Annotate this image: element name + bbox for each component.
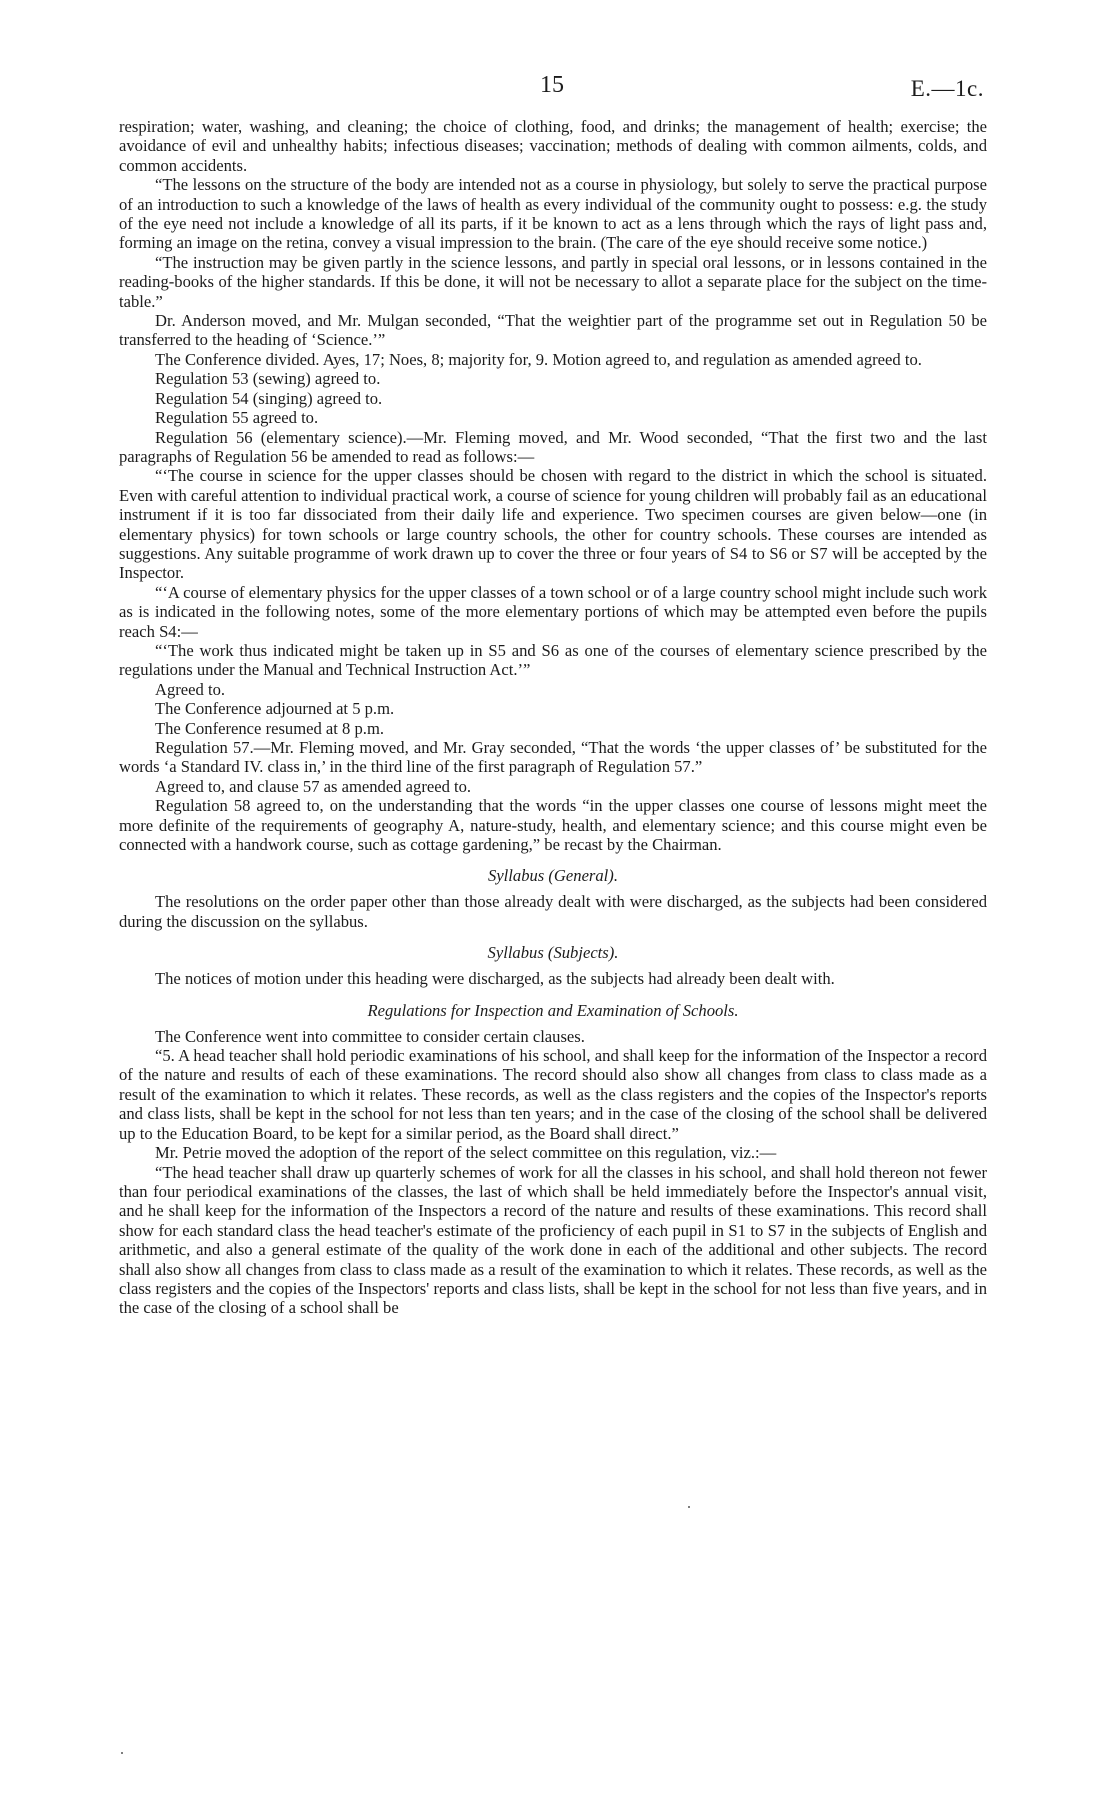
paragraph: The notices of motion under this heading were discharged, as the subjects had already been dealt with. <box>155 969 835 989</box>
scan-speck <box>121 1752 123 1754</box>
paragraph: Regulation 56 (elementary science).—Mr. Fleming moved, and Mr. Wood seconded, “That the first two and the last paragraphs of Regulation 56 be amended to read as follows:— <box>119 427 987 466</box>
paragraph: Mr. Petrie moved the adoption of the report of the select committee on this regulation, viz.:— <box>155 1143 777 1163</box>
document-series-code: E.—1c. <box>910 76 984 101</box>
paragraph: “The head teacher shall draw up quarterly schemes of work for all the classes in his school, and shall hold thereon not fewer than four periodical examinations of the classes, the last of which shall be held immediately before the Inspector's annual visit, and he shall keep for the information of the Inspectors a record of the nature and results of these examinations. This record shall show for each standard class the head teacher's estimate of the proficiency of each pupil in S1 to S7 in the subjects of English and arithmetic, and also a general estimate of the quality of the work done in each of the additional and other subjects. The record shall also show all changes from class to class made as a result of the examination to which it relates. These records, as well as the class registers and the copies of the Inspectors' reports and class lists, shall be kept in the school for not less than five years, and in the case of the closing of a school shall be <box>119 1162 987 1318</box>
paragraph: Regulation 58 agreed to, on the understanding that the words “in the upper classes one course of lessons might meet the more definite of the requirements of geography A, nature-study, health, and elementary science; and this course might even be connected with a handwork course, such as cottage gardening,” be recast by the Chairman. <box>119 796 987 855</box>
paragraph: The Conference resumed at 8 p.m. <box>155 718 384 738</box>
paragraph: The Conference adjourned at 5 p.m. <box>155 699 395 719</box>
paragraph: Dr. Anderson moved, and Mr. Mulgan seconded, “That the weightier part of the programme set out in Regulation 50 be transferred to the heading of ‘Science.’” <box>119 311 987 350</box>
paragraph: “‘The course in science for the upper classes should be chosen with regard to the district in which the school is situated. Even with careful attention to individual practical work, a course of science for young children will probably fail as an educational instrument if it is too far dissociated from their daily life and experience. Two specimen courses are given below—one (in elementary physics) for town schools or large country schools, the other for country schools. These courses are intended as suggestions. Any suitable programme of work drawn up to cover the three or four years of S4 to S6 or S7 will be accepted by the Inspector. <box>119 466 987 583</box>
paragraph: “5. A head teacher shall hold periodic examinations of his school, and shall keep for the information of the Inspector a record of the nature and results of each of these examinations. The record should also show all changes from class to class made as a result of the examination to which it relates. These records, as well as the class registers and the copies of the Inspector's reports and class lists, shall be kept in the school for not less than ten years; and in the case of the closing of the school shall be delivered up to the Education Board, to be kept for a similar period, as the Board shall direct.” <box>119 1046 987 1143</box>
paragraph: Regulation 57.—Mr. Fleming moved, and Mr. Gray seconded, “That the words ‘the upper classes of’ be substituted for the words ‘a Standard IV. class in,’ in the third line of the first paragraph of Regulation 57.” <box>119 738 987 777</box>
paragraph: Regulation 53 (sewing) agreed to. <box>155 369 381 389</box>
page-header <box>0 72 1114 112</box>
paragraph: The Conference went into committee to consider certain clauses. <box>155 1026 585 1046</box>
page-body <box>119 117 987 1318</box>
section-heading-syllabus-general: Syllabus (General). <box>488 866 618 886</box>
paragraph: Agreed to, and clause 57 as amended agreed to. <box>155 776 472 796</box>
paragraph-continuation: respiration; water, washing, and cleaning; the choice of clothing, food, and drinks; the management of health; exercise; the avoidance of evil and unhealthy habits; infectious diseases; vaccination; methods of dealing with common ailments, colds, and common accidents. <box>119 117 987 175</box>
paragraph: “The instruction may be given partly in the science lessons, and partly in special oral lessons, or in lessons contained in the reading-books of the higher standards. If this be done, it will not be necessary to allot a separate place for the subject on the time-table.” <box>119 252 987 311</box>
paragraph: The Conference divided. Ayes, 17; Noes, 8; majority for, 9. Motion agreed to, and regulation as amended agreed to. <box>155 349 922 369</box>
section-heading-regulations: Regulations for Inspection and Examination of Schools. <box>367 1000 739 1020</box>
paragraph: “‘A course of elementary physics for the upper classes of a town school or of a large country school might include such work as is indicated in the following notes, some of the more elementary portions of which may be attempted even before the pupils reach S4:— <box>119 582 987 641</box>
paragraph: Regulation 54 (singing) agreed to. <box>155 388 383 408</box>
paragraph: “The lessons on the structure of the body are intended not as a course in physiology, but solely to serve the practical purpose of an introduction to such a knowledge of the laws of health as every individual of the community ought to possess: e.g. the study of the eye need not include a knowledge of all its parts, if it be known to act as a lens through which the rays of light pass and, forming an image on the retina, convey a visual impression to the brain. (The care of the eye should receive some notice.) <box>119 175 987 253</box>
paragraph: “‘The work thus indicated might be taken up in S5 and S6 as one of the courses of elementary science prescribed by the regulations under the Manual and Technical Instruction Act.’” <box>119 640 987 680</box>
page-number: 15 <box>540 72 564 98</box>
scan-speck <box>688 1506 690 1508</box>
paragraph: Regulation 55 agreed to. <box>155 408 319 428</box>
paragraph: The resolutions on the order paper other than those already dealt with were discharged, as the subjects had been considered during the discussion on the syllabus. <box>119 892 987 931</box>
section-heading-syllabus-subjects: Syllabus (Subjects). <box>487 943 619 963</box>
paragraph: Agreed to. <box>155 679 226 699</box>
